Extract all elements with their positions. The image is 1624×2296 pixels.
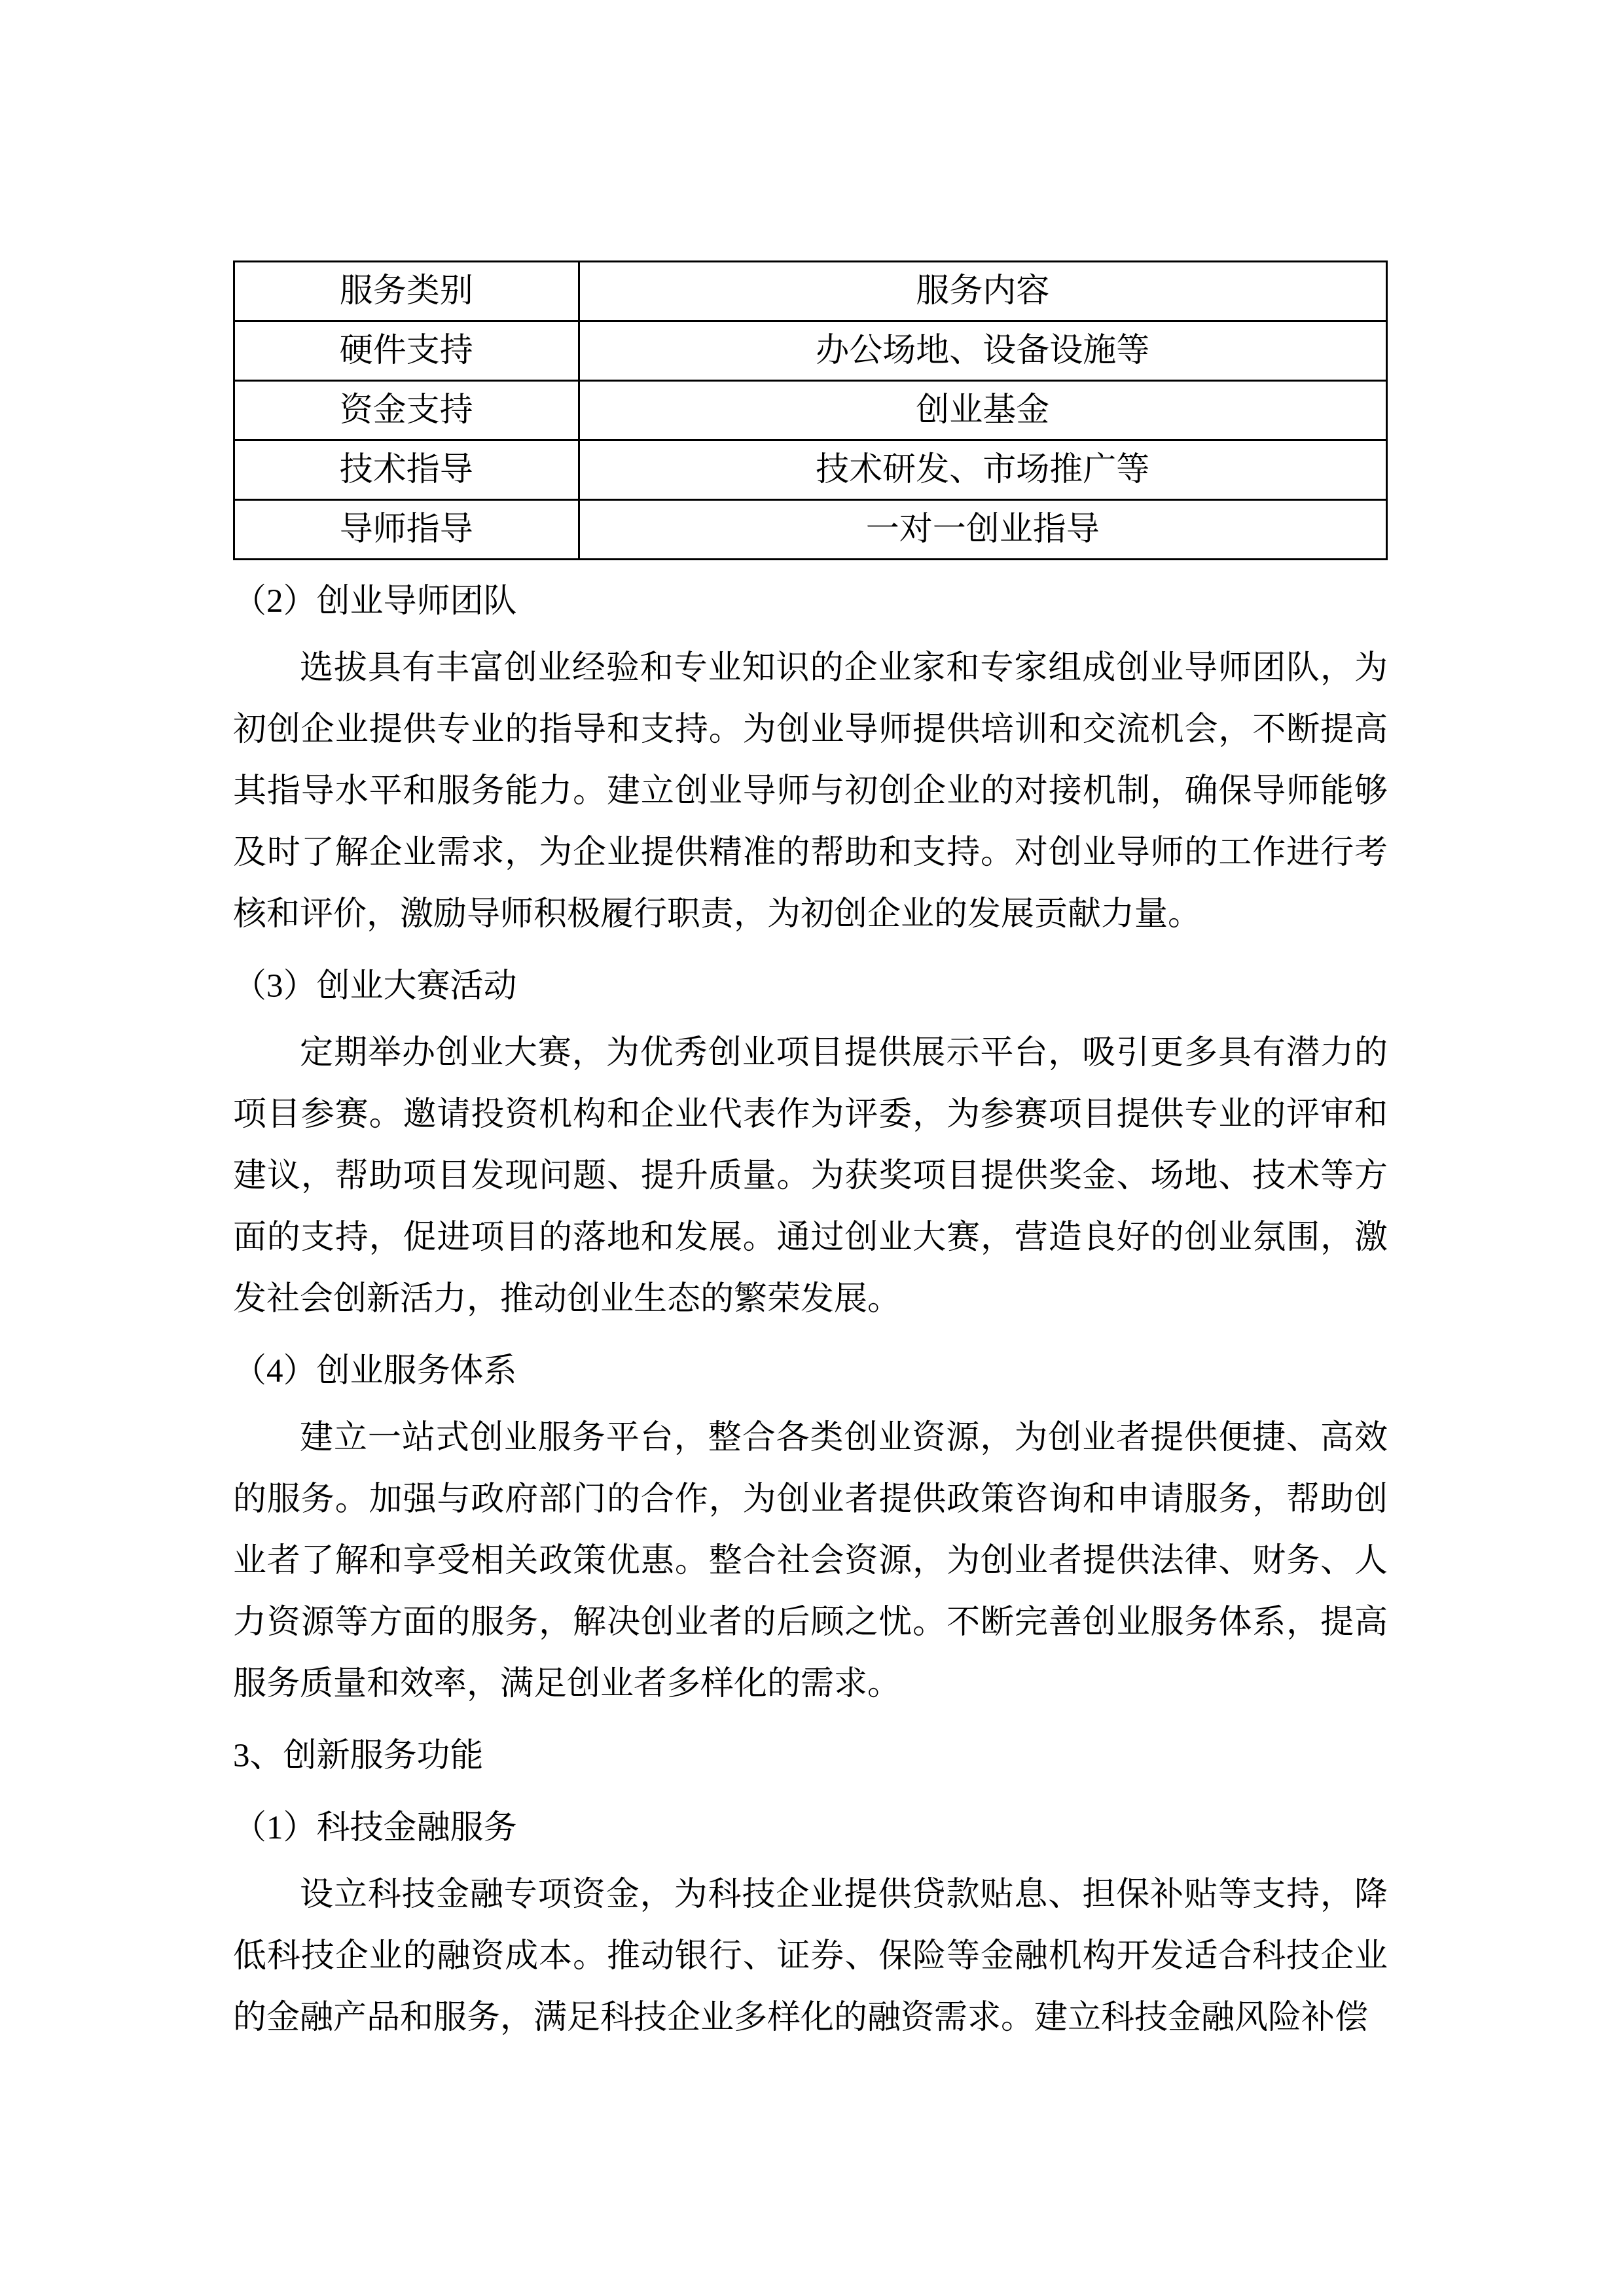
section-heading-service-system: （4）创业服务体系 — [233, 1353, 517, 1390]
table-row — [234, 500, 1387, 560]
table-header-cell-category: 服务类别 — [234, 262, 579, 321]
table-row — [234, 440, 1387, 500]
document-body — [233, 571, 1388, 2049]
table-cell-content: 技术研发、市场推广等 — [579, 440, 1386, 500]
table-cell-category: 技术指导 — [234, 440, 579, 500]
table-cell-category: 硬件支持 — [234, 321, 579, 381]
table-cell-content: 创业基金 — [579, 381, 1386, 440]
section-heading-tech-finance: （1）科技金融服务 — [233, 1810, 517, 1846]
table-header-row — [234, 262, 1387, 321]
table-row — [234, 381, 1387, 440]
section-heading-innovation-functions: 3、创新服务功能 — [233, 1738, 484, 1774]
table-cell-category: 导师指导 — [234, 500, 579, 560]
section-heading-competition: （3）创业大赛活动 — [233, 968, 517, 1005]
section-paragraph: 设立科技金融专项资金，为科技企业提供贷款贴息、担保补贴等支持，降低科技企业的融资成本。推动银行、证券、保险等金融机构开发适合科技企业的金融产品和服务，满足科技企业多样化的融资需求。建立科技金融风险补偿 — [233, 1876, 1388, 2036]
section-heading-mentor-team: （2）创业导师团队 — [233, 583, 517, 620]
table-cell-content: 一对一创业指导 — [579, 500, 1386, 560]
table-header-cell-content: 服务内容 — [579, 262, 1386, 321]
section-paragraph: 选拔具有丰富创业经验和专业知识的企业家和专家组成创业导师团队，为初创企业提供专业的指导和支持。为创业导师提供培训和交流机会，不断提高其指导水平和服务能力。建立创业导师与初创企业的对接机制，确保导师能够及时了解企业需求，为企业提供精准的帮助和支持。对创业导师的工作进行考核和评价，激励导师积极履行职责，为初创企业的发展贡献力量。 — [233, 650, 1388, 933]
service-table — [233, 260, 1388, 560]
section-paragraph: 定期举办创业大赛，为优秀创业项目提供展示平台，吸引更多具有潜力的项目参赛。邀请投资机构和企业代表作为评委，为参赛项目提供专业的评审和建议，帮助项目发现问题、提升质量。为获奖项目提供奖金、场地、技术等方面的支持，促进项目的落地和发展。通过创业大赛，营造良好的创业氛围，激发社会创新活力，推动创业生态的繁荣发展。 — [233, 1035, 1388, 1318]
section-paragraph: 建立一站式创业服务平台，整合各类创业资源，为创业者提供便捷、高效的服务。加强与政府部门的合作，为创业者提供政策咨询和申请服务，帮助创业者了解和享受相关政策优惠。整合社会资源，为创业者提供法律、财务、人力资源等方面的服务，解决创业者的后顾之忧。不断完善创业服务体系，提高服务质量和效率，满足创业者多样化的需求。 — [233, 1420, 1388, 1702]
table-cell-content: 办公场地、设备设施等 — [579, 321, 1386, 381]
document-content — [233, 260, 1388, 2049]
table-cell-category: 资金支持 — [234, 381, 579, 440]
table-row — [234, 321, 1387, 381]
